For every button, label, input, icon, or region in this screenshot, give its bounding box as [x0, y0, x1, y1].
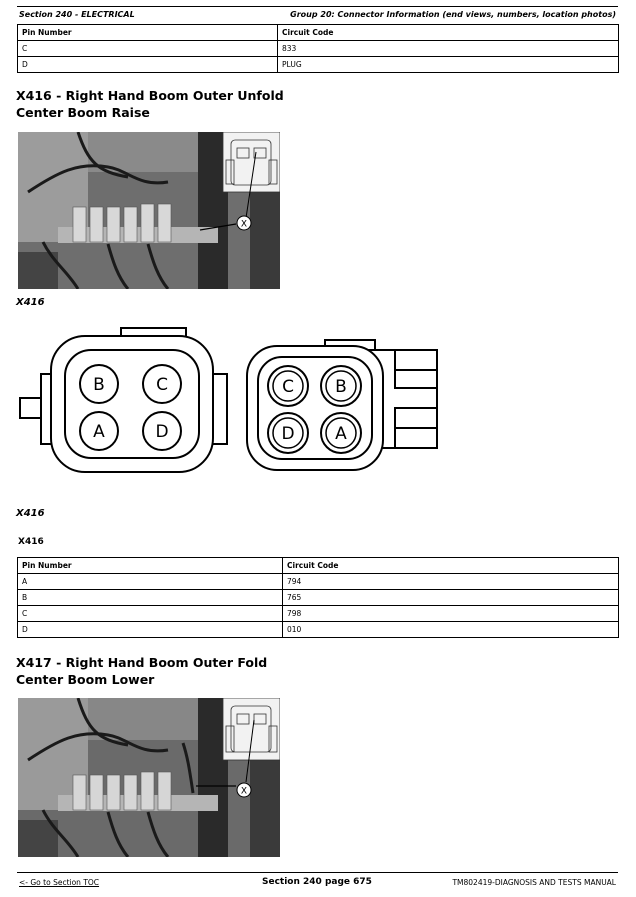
photo-callout-x: X: [240, 219, 248, 230]
circuit-cell: 798: [283, 606, 619, 622]
pin-cell: A: [18, 574, 283, 590]
circuit-cell: 833: [278, 41, 619, 57]
table-header-row: [18, 25, 619, 41]
pin-cell: B: [18, 590, 283, 606]
x416-connector-end-view: [15, 322, 445, 478]
pin-cell: D: [18, 622, 283, 638]
page-number: Section 240 page 675: [262, 877, 372, 887]
x416-heading-line1: X416 - Right Hand Boom Outer Unfold: [16, 88, 284, 103]
table-row: [18, 606, 619, 622]
go-to-section-toc-link[interactable]: <- Go to Section TOC: [19, 878, 100, 887]
pin-label-right-d: D: [281, 424, 295, 444]
x416-pin-table: [17, 557, 619, 638]
table-row: [18, 590, 619, 606]
section-title: Section 240 - ELECTRICAL: [19, 10, 135, 19]
x417-heading: [16, 654, 267, 688]
pin-table-continued: [17, 24, 619, 73]
left-connector-housing: [20, 328, 227, 472]
x417-location-photo: [18, 698, 280, 857]
x416-diagram-caption: X416: [16, 508, 45, 519]
column-header-pin: Pin Number: [18, 25, 278, 41]
pin-label-right-c: C: [282, 377, 294, 397]
table-row: [18, 622, 619, 638]
pin-label-left-c: C: [156, 375, 168, 395]
pin-label-left-a: A: [93, 422, 105, 442]
footer-rule: [17, 872, 618, 873]
pin-label-left-d: D: [155, 422, 169, 442]
column-header-circuit: Circuit Code: [278, 25, 619, 41]
column-header-pin: Pin Number: [18, 558, 283, 574]
x417-heading-line1: X417 - Right Hand Boom Outer Fold: [16, 655, 268, 670]
group-title: Group 20: Connector Information (end views, numbers, location photos): [290, 10, 616, 19]
photo-callout-x: X: [240, 786, 248, 797]
circuit-cell: PLUG: [278, 57, 619, 73]
x416-table-label: X416: [18, 537, 44, 547]
circuit-cell: 765: [283, 590, 619, 606]
pin-label-right-a: A: [335, 424, 347, 444]
pin-label-left-b: B: [93, 375, 105, 395]
column-header-circuit: Circuit Code: [283, 558, 619, 574]
table-header-row: [18, 558, 619, 574]
pin-label-right-b: B: [335, 377, 347, 397]
circuit-cell: 010: [283, 622, 619, 638]
pin-cell: C: [18, 606, 283, 622]
pin-cell: D: [18, 57, 278, 73]
manual-title: TM802419-DIAGNOSIS AND TESTS MANUAL: [452, 878, 616, 887]
header-top-rule: [17, 6, 618, 7]
circuit-cell: 794: [283, 574, 619, 590]
table-row: [18, 41, 619, 57]
pin-cell: C: [18, 41, 278, 57]
x416-location-photo: [18, 132, 280, 289]
x417-heading-line2: Center Boom Lower: [16, 672, 155, 687]
table-row: [18, 574, 619, 590]
table-row: [18, 57, 619, 73]
x416-heading-line2: Center Boom Raise: [16, 105, 150, 120]
x416-heading: [16, 87, 284, 121]
x416-photo-caption: X416: [16, 297, 45, 308]
